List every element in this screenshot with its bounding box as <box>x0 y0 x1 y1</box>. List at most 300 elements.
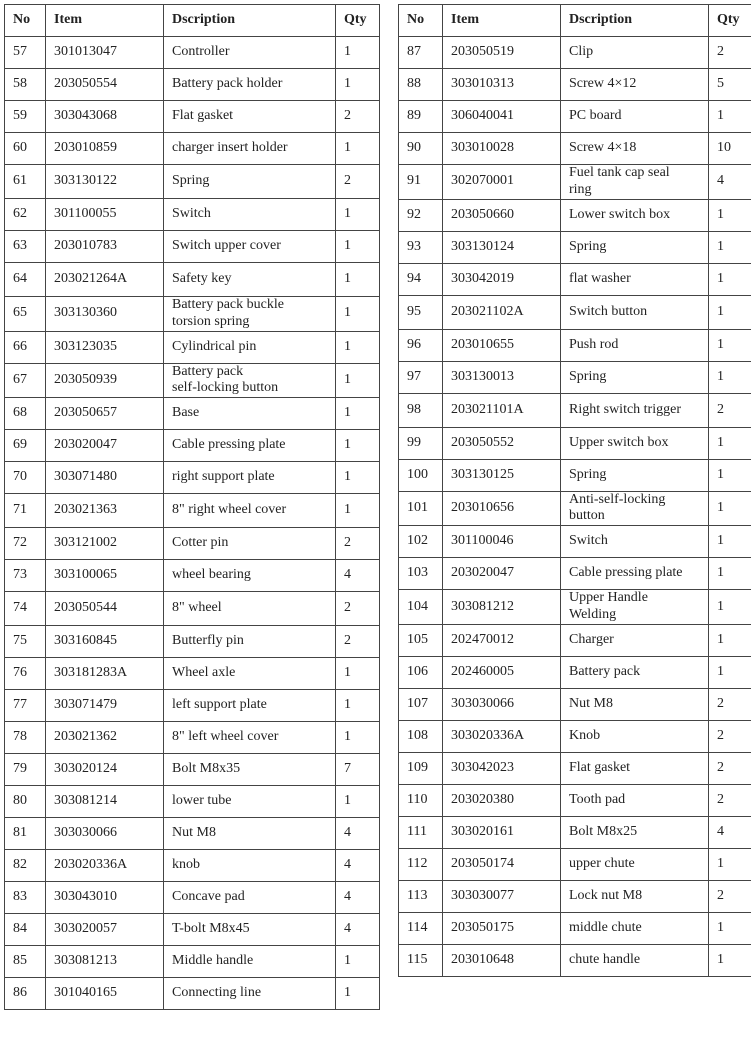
table-row <box>399 361 751 393</box>
cell-item: 203010783 <box>46 231 164 263</box>
cell-item: 303100065 <box>46 560 164 592</box>
cell-no: 109 <box>399 752 443 784</box>
cell-qty: 1 <box>709 491 751 526</box>
cell-item: 203010655 <box>443 329 561 361</box>
table-row <box>399 37 751 69</box>
table-row <box>399 263 751 295</box>
cell-item: 301100046 <box>443 526 561 558</box>
cell-description: Connecting line <box>164 978 336 1010</box>
cell-no: 71 <box>5 494 46 528</box>
table-row <box>399 459 751 491</box>
header-no: No <box>399 5 443 37</box>
cell-item: 303160845 <box>46 626 164 658</box>
table-row <box>5 101 380 133</box>
cell-item: 303181283A <box>46 658 164 690</box>
cell-item: 303020161 <box>443 816 561 848</box>
table-row <box>399 816 751 848</box>
cell-no: 72 <box>5 528 46 560</box>
table-row <box>399 558 751 590</box>
table-row <box>5 560 380 592</box>
cell-description: Lock nut M8 <box>561 880 709 912</box>
cell-no: 95 <box>399 295 443 329</box>
cell-description: Spring <box>164 165 336 199</box>
cell-description: flat washer <box>561 263 709 295</box>
cell-qty: 4 <box>709 165 751 200</box>
cell-qty: 2 <box>336 528 380 560</box>
cell-item: 303130122 <box>46 165 164 199</box>
cell-no: 73 <box>5 560 46 592</box>
header-description: Dscription <box>561 5 709 37</box>
cell-description: wheel bearing <box>164 560 336 592</box>
cell-item: 303042023 <box>443 752 561 784</box>
cell-qty: 1 <box>336 430 380 462</box>
cell-description: Tooth pad <box>561 784 709 816</box>
cell-item: 301013047 <box>46 37 164 69</box>
cell-no: 60 <box>5 133 46 165</box>
cell-item: 203021363 <box>46 494 164 528</box>
cell-description: 8" right wheel cover <box>164 494 336 528</box>
cell-item: 303042019 <box>443 263 561 295</box>
cell-item: 203050552 <box>443 427 561 459</box>
cell-qty: 1 <box>336 297 380 332</box>
cell-item: 303030066 <box>443 688 561 720</box>
cell-no: 113 <box>399 880 443 912</box>
table-row <box>5 398 380 430</box>
cell-item: 203010859 <box>46 133 164 165</box>
cell-qty: 1 <box>336 133 380 165</box>
cell-qty: 2 <box>709 880 751 912</box>
cell-description: Anti-self-locking button <box>561 491 709 526</box>
cell-item: 303121002 <box>46 528 164 560</box>
cell-description: Battery pack holder <box>164 69 336 101</box>
cell-no: 63 <box>5 231 46 263</box>
cell-no: 107 <box>399 688 443 720</box>
cell-qty: 2 <box>336 592 380 626</box>
cell-description: Flat gasket <box>164 101 336 133</box>
cell-qty: 4 <box>336 882 380 914</box>
cell-description: charger insert holder <box>164 133 336 165</box>
cell-description: Knob <box>561 720 709 752</box>
cell-no: 100 <box>399 459 443 491</box>
table-row <box>5 263 380 297</box>
cell-qty: 7 <box>336 754 380 786</box>
cell-qty: 2 <box>709 37 751 69</box>
cell-qty: 2 <box>336 165 380 199</box>
cell-item: 303123035 <box>46 331 164 363</box>
cell-qty: 4 <box>336 560 380 592</box>
cell-no: 87 <box>399 37 443 69</box>
table-row <box>5 528 380 560</box>
cell-item: 203021362 <box>46 722 164 754</box>
cell-qty: 2 <box>709 752 751 784</box>
cell-description: Bolt M8x35 <box>164 754 336 786</box>
cell-no: 80 <box>5 786 46 818</box>
cell-no: 101 <box>399 491 443 526</box>
table-row <box>5 363 380 398</box>
table-row <box>399 295 751 329</box>
cell-qty: 1 <box>709 361 751 393</box>
cell-qty: 1 <box>709 624 751 656</box>
cell-no: 110 <box>399 784 443 816</box>
cell-item: 203050657 <box>46 398 164 430</box>
cell-description: Concave pad <box>164 882 336 914</box>
table-row <box>5 722 380 754</box>
table-row <box>399 624 751 656</box>
cell-qty: 2 <box>336 626 380 658</box>
cell-item: 203050554 <box>46 69 164 101</box>
cell-item: 203050175 <box>443 912 561 944</box>
cell-no: 97 <box>399 361 443 393</box>
cell-item: 303020336A <box>443 720 561 752</box>
cell-description: Battery pack <box>561 656 709 688</box>
cell-description: Cable pressing plate <box>561 558 709 590</box>
cell-description: T-bolt M8x45 <box>164 914 336 946</box>
cell-qty: 1 <box>709 199 751 231</box>
cell-description: Base <box>164 398 336 430</box>
cell-item: 303030077 <box>443 880 561 912</box>
cell-description: Screw 4×12 <box>561 69 709 101</box>
cell-description: Charger <box>561 624 709 656</box>
cell-description: Upper switch box <box>561 427 709 459</box>
cell-description: Spring <box>561 459 709 491</box>
header-item: Item <box>46 5 164 37</box>
table-row <box>399 590 751 625</box>
cell-qty: 1 <box>709 558 751 590</box>
table-row <box>399 231 751 263</box>
cell-qty: 1 <box>336 263 380 297</box>
cell-item: 303010313 <box>443 69 561 101</box>
table-row <box>399 199 751 231</box>
table-row <box>399 848 751 880</box>
table-row <box>5 818 380 850</box>
cell-description: Bolt M8x25 <box>561 816 709 848</box>
cell-qty: 2 <box>709 393 751 427</box>
table-row <box>399 526 751 558</box>
cell-description: Controller <box>164 37 336 69</box>
table-row <box>399 329 751 361</box>
cell-description: right support plate <box>164 462 336 494</box>
header-description: Dscription <box>164 5 336 37</box>
cell-item: 303130124 <box>443 231 561 263</box>
cell-item: 303081212 <box>443 590 561 625</box>
cell-description: Cylindrical pin <box>164 331 336 363</box>
cell-no: 115 <box>399 944 443 976</box>
cell-description: Butterfly pin <box>164 626 336 658</box>
cell-no: 99 <box>399 427 443 459</box>
cell-no: 105 <box>399 624 443 656</box>
cell-description: Push rod <box>561 329 709 361</box>
table-row <box>5 133 380 165</box>
header-item: Item <box>443 5 561 37</box>
cell-qty: 4 <box>336 914 380 946</box>
cell-qty: 1 <box>336 69 380 101</box>
cell-qty: 1 <box>709 526 751 558</box>
cell-no: 76 <box>5 658 46 690</box>
cell-no: 57 <box>5 37 46 69</box>
cell-no: 68 <box>5 398 46 430</box>
cell-description: Battery pack self-locking button <box>164 363 336 398</box>
cell-qty: 1 <box>336 494 380 528</box>
cell-qty: 1 <box>336 722 380 754</box>
table-row <box>399 752 751 784</box>
cell-no: 89 <box>399 101 443 133</box>
cell-description: Switch <box>164 199 336 231</box>
cell-description: Right switch trigger <box>561 393 709 427</box>
cell-item: 303030066 <box>46 818 164 850</box>
cell-item: 202460005 <box>443 656 561 688</box>
table-row <box>5 626 380 658</box>
header-qty: Qty <box>709 5 751 37</box>
cell-qty: 1 <box>336 690 380 722</box>
cell-no: 102 <box>399 526 443 558</box>
cell-item: 306040041 <box>443 101 561 133</box>
cell-no: 98 <box>399 393 443 427</box>
table-header-row <box>399 5 751 37</box>
cell-qty: 5 <box>709 69 751 101</box>
cell-qty: 1 <box>709 231 751 263</box>
cell-description: 8" wheel <box>164 592 336 626</box>
cell-description: Cable pressing plate <box>164 430 336 462</box>
cell-no: 70 <box>5 462 46 494</box>
parts-table-right <box>398 4 751 977</box>
cell-qty: 1 <box>336 658 380 690</box>
cell-item: 303071479 <box>46 690 164 722</box>
cell-qty: 1 <box>336 398 380 430</box>
table-row <box>5 592 380 626</box>
cell-item: 303010028 <box>443 133 561 165</box>
cell-qty: 1 <box>336 786 380 818</box>
cell-no: 103 <box>399 558 443 590</box>
cell-qty: 2 <box>709 688 751 720</box>
cell-qty: 1 <box>709 912 751 944</box>
table-row <box>5 165 380 199</box>
parts-table-left <box>4 4 380 1010</box>
cell-item: 303020057 <box>46 914 164 946</box>
cell-qty: 1 <box>336 946 380 978</box>
cell-description: Spring <box>561 231 709 263</box>
cell-description: middle chute <box>561 912 709 944</box>
cell-qty: 1 <box>709 656 751 688</box>
cell-qty: 1 <box>709 427 751 459</box>
cell-qty: 1 <box>336 363 380 398</box>
table-row <box>399 880 751 912</box>
cell-item: 203050544 <box>46 592 164 626</box>
cell-item: 203021264A <box>46 263 164 297</box>
cell-qty: 10 <box>709 133 751 165</box>
cell-no: 96 <box>399 329 443 361</box>
cell-description: Spring <box>561 361 709 393</box>
cell-item: 203020336A <box>46 850 164 882</box>
cell-item: 303130125 <box>443 459 561 491</box>
table-row <box>399 491 751 526</box>
table-row <box>5 231 380 263</box>
cell-qty: 2 <box>336 101 380 133</box>
cell-no: 86 <box>5 978 46 1010</box>
cell-no: 106 <box>399 656 443 688</box>
cell-qty: 4 <box>336 850 380 882</box>
header-no: No <box>5 5 46 37</box>
cell-qty: 1 <box>709 101 751 133</box>
cell-item: 203021101A <box>443 393 561 427</box>
cell-no: 112 <box>399 848 443 880</box>
cell-no: 114 <box>399 912 443 944</box>
cell-description: Upper Handle Welding <box>561 590 709 625</box>
cell-qty: 1 <box>336 978 380 1010</box>
cell-description: Nut M8 <box>164 818 336 850</box>
cell-item: 303130013 <box>443 361 561 393</box>
cell-qty: 1 <box>709 329 751 361</box>
cell-no: 93 <box>399 231 443 263</box>
cell-qty: 1 <box>709 263 751 295</box>
cell-description: Switch button <box>561 295 709 329</box>
cell-item: 303043010 <box>46 882 164 914</box>
cell-qty: 1 <box>336 37 380 69</box>
cell-qty: 1 <box>709 590 751 625</box>
cell-description: Nut M8 <box>561 688 709 720</box>
cell-description: Safety key <box>164 263 336 297</box>
cell-item: 203020047 <box>443 558 561 590</box>
cell-item: 303081214 <box>46 786 164 818</box>
cell-description: upper chute <box>561 848 709 880</box>
cell-no: 75 <box>5 626 46 658</box>
cell-item: 303020124 <box>46 754 164 786</box>
cell-description: chute handle <box>561 944 709 976</box>
cell-description: Lower switch box <box>561 199 709 231</box>
cell-description: Clip <box>561 37 709 69</box>
cell-no: 74 <box>5 592 46 626</box>
cell-no: 59 <box>5 101 46 133</box>
cell-no: 104 <box>399 590 443 625</box>
cell-qty: 4 <box>336 818 380 850</box>
table-row <box>5 882 380 914</box>
cell-qty: 1 <box>336 331 380 363</box>
cell-no: 62 <box>5 199 46 231</box>
table-row <box>5 978 380 1010</box>
table-row <box>399 720 751 752</box>
table-row <box>399 784 751 816</box>
table-row <box>5 914 380 946</box>
table-row <box>399 165 751 200</box>
table-row <box>399 912 751 944</box>
cell-no: 92 <box>399 199 443 231</box>
table-row <box>5 430 380 462</box>
cell-item: 301100055 <box>46 199 164 231</box>
cell-no: 66 <box>5 331 46 363</box>
cell-item: 303071480 <box>46 462 164 494</box>
cell-qty: 1 <box>336 199 380 231</box>
cell-qty: 1 <box>336 231 380 263</box>
cell-description: Battery pack buckle torsion spring <box>164 297 336 332</box>
table-row <box>5 690 380 722</box>
cell-description: Middle handle <box>164 946 336 978</box>
cell-description: lower tube <box>164 786 336 818</box>
cell-no: 111 <box>399 816 443 848</box>
cell-description: Switch upper cover <box>164 231 336 263</box>
table-row <box>5 462 380 494</box>
cell-item: 203021102A <box>443 295 561 329</box>
table-row <box>5 786 380 818</box>
cell-item: 302070001 <box>443 165 561 200</box>
cell-description: 8" left wheel cover <box>164 722 336 754</box>
cell-description: PC board <box>561 101 709 133</box>
cell-description: Wheel axle <box>164 658 336 690</box>
cell-item: 203050660 <box>443 199 561 231</box>
cell-qty: 2 <box>709 720 751 752</box>
table-row <box>5 658 380 690</box>
cell-description: Flat gasket <box>561 752 709 784</box>
cell-qty: 1 <box>709 459 751 491</box>
cell-no: 82 <box>5 850 46 882</box>
table-row <box>5 37 380 69</box>
cell-no: 64 <box>5 263 46 297</box>
table-row <box>5 494 380 528</box>
cell-item: 203050174 <box>443 848 561 880</box>
table-row <box>5 199 380 231</box>
cell-no: 58 <box>5 69 46 101</box>
cell-description: Screw 4×18 <box>561 133 709 165</box>
cell-no: 77 <box>5 690 46 722</box>
cell-no: 67 <box>5 363 46 398</box>
cell-item: 203050939 <box>46 363 164 398</box>
table-row <box>399 427 751 459</box>
cell-no: 83 <box>5 882 46 914</box>
table-row <box>399 688 751 720</box>
header-qty: Qty <box>336 5 380 37</box>
cell-qty: 1 <box>709 944 751 976</box>
table-header-row <box>5 5 380 37</box>
table-row <box>399 656 751 688</box>
table-row <box>399 944 751 976</box>
table-row <box>5 946 380 978</box>
cell-description: Switch <box>561 526 709 558</box>
cell-no: 81 <box>5 818 46 850</box>
cell-description: Cotter pin <box>164 528 336 560</box>
cell-item: 203020047 <box>46 430 164 462</box>
table-row <box>399 101 751 133</box>
table-row <box>5 331 380 363</box>
cell-description: left support plate <box>164 690 336 722</box>
cell-qty: 1 <box>709 848 751 880</box>
cell-item: 303081213 <box>46 946 164 978</box>
cell-no: 78 <box>5 722 46 754</box>
cell-qty: 1 <box>336 462 380 494</box>
cell-no: 90 <box>399 133 443 165</box>
cell-description: knob <box>164 850 336 882</box>
cell-item: 303043068 <box>46 101 164 133</box>
cell-item: 203010648 <box>443 944 561 976</box>
cell-no: 84 <box>5 914 46 946</box>
table-row <box>5 754 380 786</box>
cell-no: 85 <box>5 946 46 978</box>
table-row <box>5 850 380 882</box>
table-row <box>399 393 751 427</box>
table-row <box>399 69 751 101</box>
cell-item: 203050519 <box>443 37 561 69</box>
cell-no: 61 <box>5 165 46 199</box>
table-row <box>399 133 751 165</box>
cell-description: Fuel tank cap seal ring <box>561 165 709 200</box>
cell-item: 203010656 <box>443 491 561 526</box>
cell-item: 303130360 <box>46 297 164 332</box>
cell-no: 94 <box>399 263 443 295</box>
cell-item: 301040165 <box>46 978 164 1010</box>
cell-qty: 4 <box>709 816 751 848</box>
table-row <box>5 69 380 101</box>
cell-item: 203020380 <box>443 784 561 816</box>
cell-no: 69 <box>5 430 46 462</box>
cell-qty: 1 <box>709 295 751 329</box>
cell-item: 202470012 <box>443 624 561 656</box>
